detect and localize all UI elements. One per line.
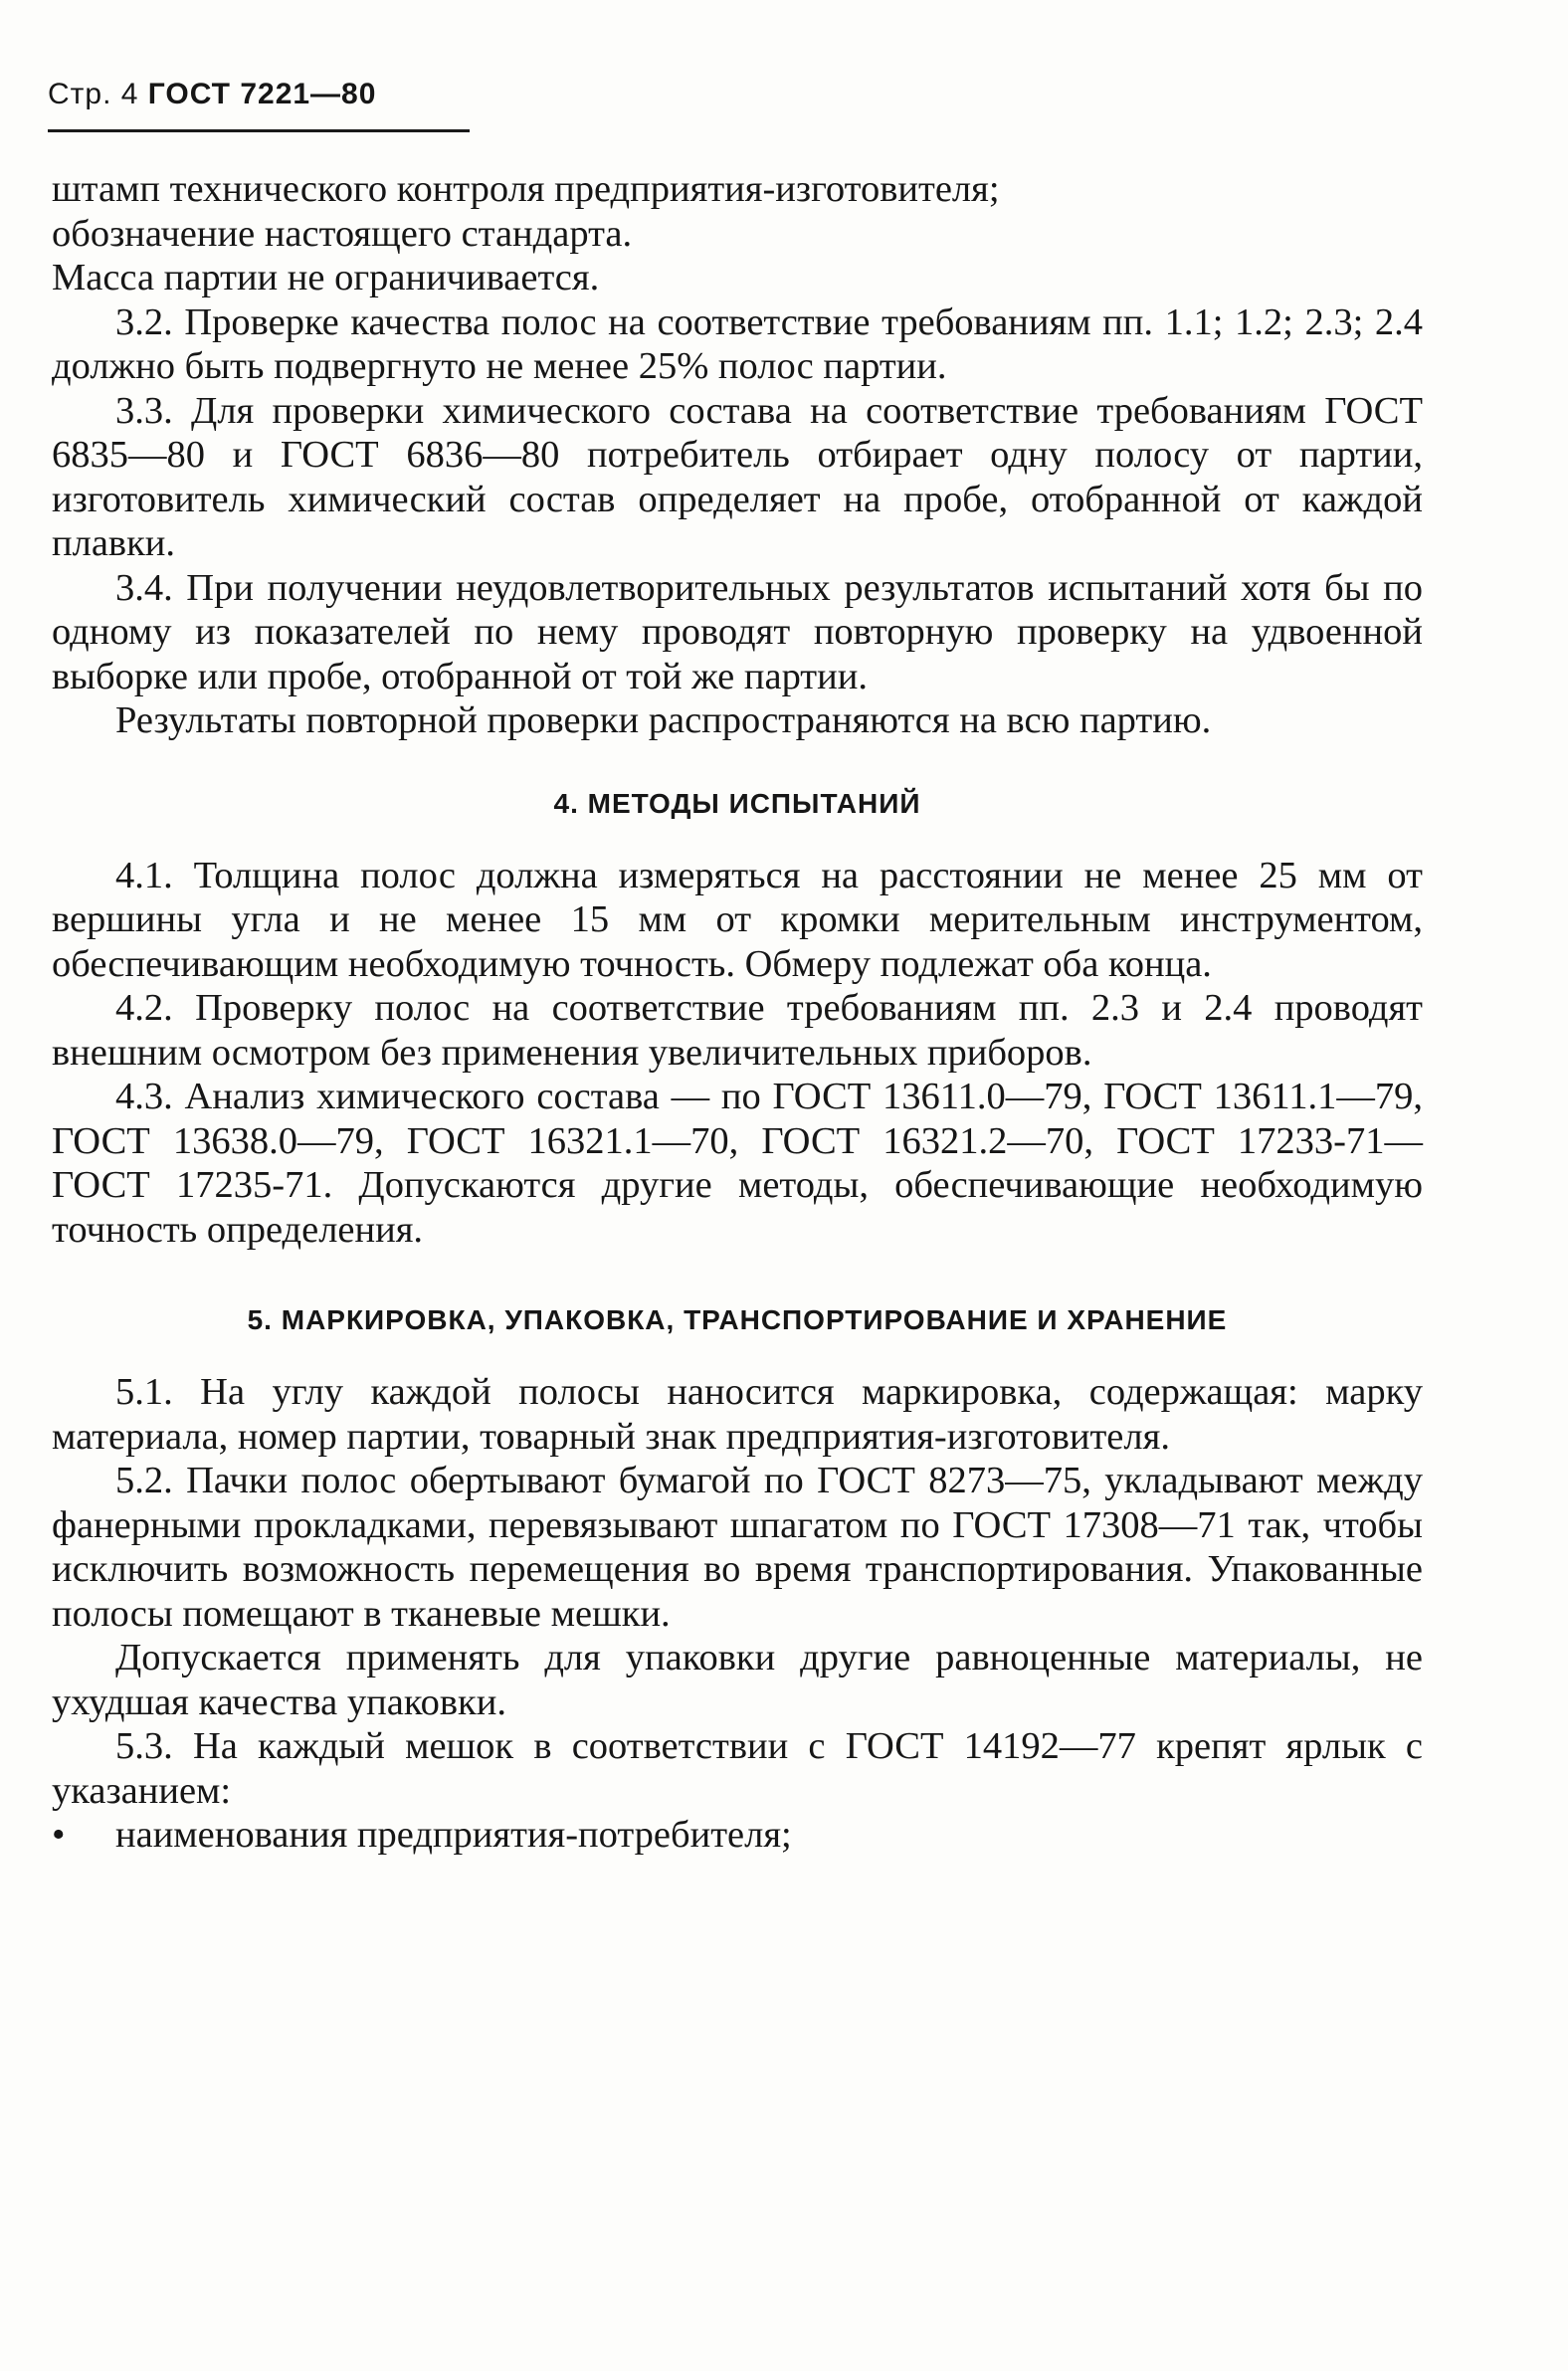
list-item-text: наименования предприятия-потребителя; [115, 1814, 792, 1856]
clause-4-2: 4.2. Проверку полос на соответствие требованиям пп. 2.3 и 2.4 проводят внешним осмотром без применения увеличительных приборов. [52, 987, 1423, 1074]
clause-5-2-alternative: Допускается применять для упаковки другие равноценные материалы, не ухудшая качества упаковки. [52, 1637, 1423, 1723]
paragraph-lot-mass: Масса партии не ограничивается. [52, 257, 600, 298]
bullet-icon: • [52, 1814, 66, 1856]
document-body [52, 167, 1423, 1858]
clause-5-1: 5.1. На углу каждой полосы наносится маркировка, содержащая: марку материала, номер партии, товарный знак предприятия-изготовителя. [52, 1371, 1423, 1458]
clause-3-4-results: Результаты повторной проверки распространяются на всю партию. [115, 699, 1212, 741]
clause-4-1: 4.1. Толщина полос должна измеряться на расстоянии не менее 25 мм от вершины угла и не менее 15 мм от кромки мерительным инструментом, обеспечивающим необходимую точность. Обмеру подлежат оба конца. [52, 854, 1423, 985]
paragraph-standard-designation: обозначение настоящего стандарта. [52, 212, 633, 255]
section-4-title: 4. МЕТОДЫ ИСПЫТАНИЙ [553, 787, 921, 819]
page-header [48, 78, 376, 111]
standard-number: ГОСТ 7221—80 [147, 78, 377, 110]
list-item [52, 1813, 1423, 1858]
clause-5-3: 5.3. На каждый мешок в соответствии с ГОСТ 14192—77 крепят ярлык с указанием: [52, 1725, 1423, 1812]
clause-3-4: 3.4. При получении неудовлетворительных результатов испытаний хотя бы по одному из показателей по нему проводят повторную проверку на удвоенной выборке или пробе, отобранной от той же партии. [52, 566, 1423, 697]
header-rule [48, 129, 470, 132]
paragraph-stamp: штамп технического контроля предприятия-изготовителя; [52, 168, 1000, 210]
clause-5-2: 5.2. Пачки полос обертывают бумагой по ГОСТ 8273—75, укладывают между фанерными прокладками, перевязывают шпагатом по ГОСТ 17308—71 так, чтобы исключить возможность перемещения во время транспортирования. Упакованные полосы помещают в тканевые мешки. [52, 1460, 1423, 1635]
clause-3-3: 3.3. Для проверки химического состава на соответствие требованиям ГОСТ 6835—80 и ГОСТ 6836—80 потребитель отбирает одну полосу от партии, изготовитель химический состав определяет на пробе, отобранной от каждой плавки. [52, 389, 1423, 564]
page-number: Стр. 4 [48, 78, 139, 110]
clause-4-3: 4.3. Анализ химического состава — по ГОСТ 13611.0—79, ГОСТ 13611.1—79, ГОСТ 13638.0—79, ГОСТ 16321.1—70, ГОСТ 16321.2—70, ГОСТ 17233-71—ГОСТ 17235-71. Допускаются другие методы, обеспечивающие необходимую точность определения. [52, 1076, 1423, 1251]
clause-3-2: 3.2. Проверке качества полос на соответствие требованиям пп. 1.1; 1.2; 2.3; 2.4 должно быть подвергнуто не менее 25% полос партии. [52, 300, 1423, 387]
section-5-title: 5. МАРКИРОВКА, УПАКОВКА, ТРАНСПОРТИРОВАНИЕ И ХРАНЕНИЕ [247, 1304, 1228, 1335]
